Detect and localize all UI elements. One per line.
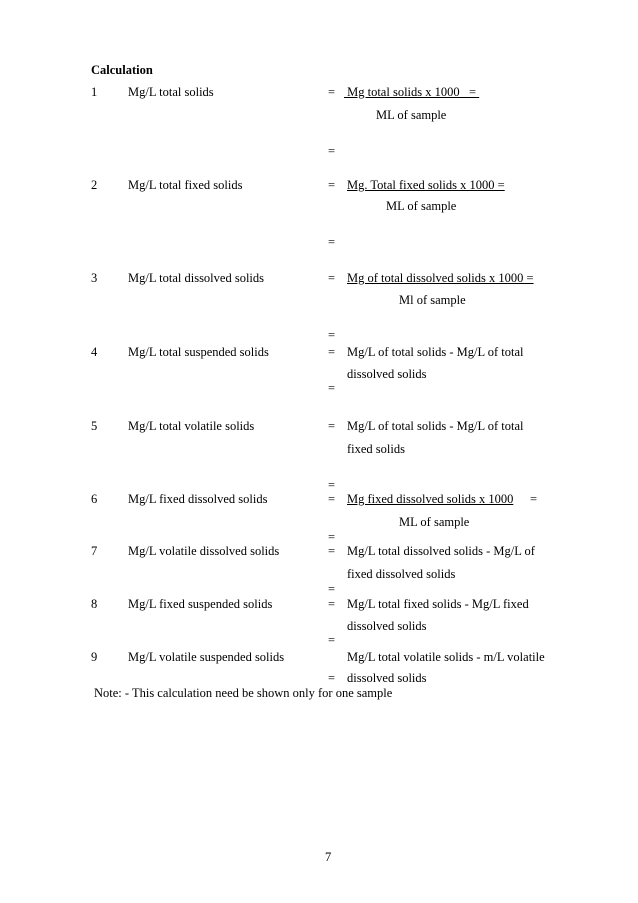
row-6-label: Mg/L fixed dissolved solids <box>128 492 268 506</box>
row-2-formula: Mg. Total fixed solids x 1000 = <box>347 178 505 192</box>
row-2-label: Mg/L total fixed solids <box>128 178 243 192</box>
row-2-result-equals: = <box>328 235 336 249</box>
row-8-label: Mg/L fixed suspended solids <box>128 597 273 611</box>
row-3-number: 3 <box>91 271 98 285</box>
row-5-number: 5 <box>91 419 98 433</box>
row-1-number: 1 <box>91 85 98 99</box>
row-3-label: Mg/L total dissolved solids <box>128 271 264 285</box>
row-6-result-equals: = <box>328 530 336 544</box>
row-3-result-equals: = <box>328 328 336 342</box>
row-4-result-equals: = <box>328 381 336 395</box>
row-1-result-equals: = <box>328 144 336 158</box>
section-heading: Calculation <box>91 63 153 77</box>
row-7-equals: = <box>328 544 336 558</box>
row-9-result-equals: = <box>328 671 336 685</box>
row-3-formula: Mg of total dissolved solids x 1000 = <box>347 271 534 285</box>
row-8-number: 8 <box>91 597 98 611</box>
row-6-equals: = <box>328 492 336 506</box>
row-7-formula-line1: Mg/L total dissolved solids - Mg/L of <box>347 544 535 558</box>
row-2-denominator: ML of sample <box>386 199 457 213</box>
row-1-formula: Mg total solids x 1000 = <box>344 85 480 99</box>
row-4-formula-line1: Mg/L of total solids - Mg/L of total <box>347 345 524 359</box>
row-4-equals: = <box>328 345 336 359</box>
row-7-number: 7 <box>91 544 98 558</box>
row-4-number: 4 <box>91 345 98 359</box>
row-1-equals: = <box>328 85 336 99</box>
row-5-label: Mg/L total volatile solids <box>128 419 255 433</box>
row-6-number: 6 <box>91 492 98 506</box>
row-7-result-equals: = <box>328 582 336 596</box>
row-4-formula-line2: dissolved solids <box>347 367 427 381</box>
row-1-denominator: ML of sample <box>376 108 447 122</box>
row-5-result-equals: = <box>328 478 336 492</box>
row-9-number: 9 <box>91 650 98 664</box>
footnote: Note: - This calculation need be shown only for one sample <box>94 686 393 700</box>
row-8-formula-line2: dissolved solids <box>347 619 427 633</box>
row-5-formula-line2: fixed solids <box>347 442 405 456</box>
row-6-formula-equals: = <box>530 492 538 506</box>
row-8-formula-line1: Mg/L total fixed solids - Mg/L fixed <box>347 597 529 611</box>
row-6-denominator: ML of sample <box>399 515 470 529</box>
row-3-denominator: Ml of sample <box>399 293 466 307</box>
row-2-number: 2 <box>91 178 98 192</box>
row-8-result-equals: = <box>328 633 336 647</box>
row-9-label: Mg/L volatile suspended solids <box>128 650 285 664</box>
row-1-label: Mg/L total solids <box>128 85 214 99</box>
row-5-equals: = <box>328 419 336 433</box>
page-number: 7 <box>325 850 332 864</box>
row-9-formula-line2: dissolved solids <box>347 671 427 685</box>
row-8-equals: = <box>328 597 336 611</box>
row-9-formula-line1: Mg/L total volatile solids - m/L volatile <box>347 650 545 664</box>
row-2-equals: = <box>328 178 336 192</box>
row-7-formula-line2: fixed dissolved solids <box>347 567 456 581</box>
row-6-formula: Mg fixed dissolved solids x 1000 <box>347 492 514 506</box>
row-3-equals: = <box>328 271 336 285</box>
row-5-formula-line1: Mg/L of total solids - Mg/L of total <box>347 419 524 433</box>
row-4-label: Mg/L total suspended solids <box>128 345 269 359</box>
row-7-label: Mg/L volatile dissolved solids <box>128 544 280 558</box>
